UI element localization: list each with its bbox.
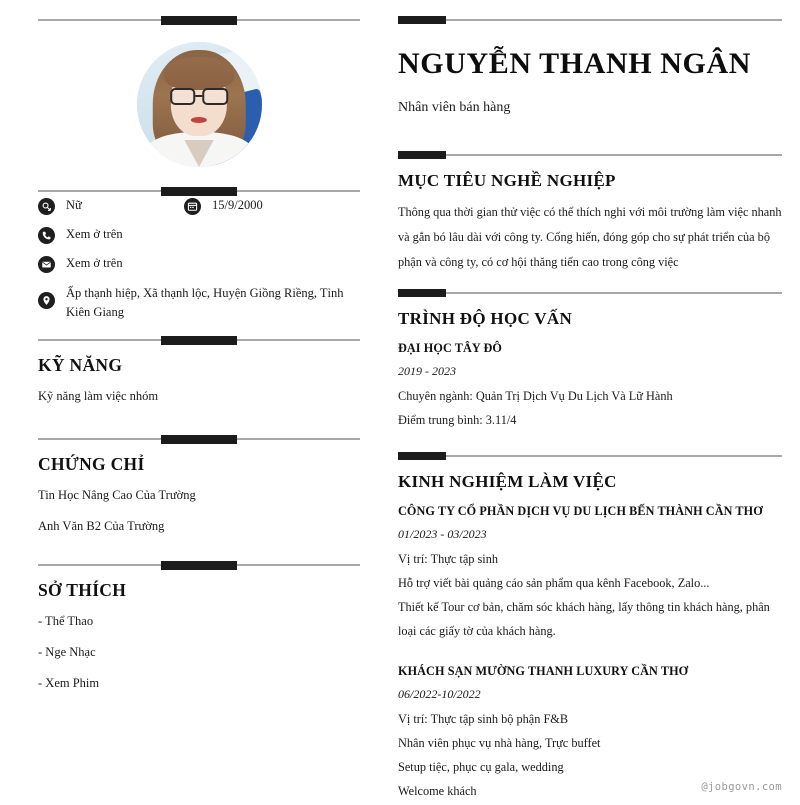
experience-entry [398, 501, 782, 643]
education-entry [398, 338, 782, 432]
photo-container [38, 42, 360, 167]
objective-text: Thông qua thời gian thử việc có thể thích nghi với môi trường làm việc nhanh và gắn bó lâu dài với công ty. Cống hiến, đóng góp cho sự phát triển của bộ phận và công ty, có cơ hội thăng tiến cao trong công việc [398, 205, 782, 269]
divider-rail [398, 154, 782, 156]
contact-info [38, 197, 360, 322]
glasses-lens-left [170, 88, 195, 104]
divider-block [161, 336, 237, 345]
experience-line: Setup tiệc, phục cụ gala, wedding [398, 760, 564, 774]
experience-line: Welcome khách [398, 784, 477, 798]
right-top-spacer [398, 0, 782, 18]
watermark: @jobgovn.com [701, 781, 782, 793]
contact-row-email [38, 255, 360, 273]
divider-rail [398, 292, 782, 294]
section-title-hobbies: SỞ THÍCH [38, 580, 127, 600]
gender-icon [38, 198, 55, 215]
divider-above-objective [398, 153, 782, 157]
hobby-item: - Nge Nhạc [38, 645, 96, 659]
glasses-bridge [196, 95, 203, 97]
dob-value: 15/9/2000 [212, 198, 263, 212]
experience-company: CÔNG TY CỔ PHẦN DỊCH VỤ DU LỊCH BẾN THÀNH CẦN THƠ [398, 504, 763, 518]
section-title-certificates: CHỨNG CHỈ [38, 454, 145, 474]
email-value: Xem ở trên [66, 256, 123, 270]
experience-line: Vị trí: Thực tập sinh bộ phận F&B [398, 712, 569, 726]
page-title: NGUYỄN THANH NGÂN [398, 47, 752, 80]
certificate-item: Tin Học Nâng Cao Của Trường [38, 488, 196, 502]
contact-gender [38, 197, 184, 215]
calendar-icon [184, 198, 201, 215]
location-pin-icon [38, 292, 55, 309]
divider-block [398, 151, 446, 159]
experience-line: Nhân viên phục vụ nhà hàng, Trực buffet [398, 736, 601, 750]
education-line: Điểm trung bình: 3.11/4 [398, 413, 517, 427]
divider-block [161, 435, 237, 444]
phone-icon [38, 227, 55, 244]
photo-glasses [170, 88, 228, 104]
divider-top-left [38, 18, 360, 22]
section-title-education: TRÌNH ĐỘ HỌC VẤN [398, 309, 573, 328]
envelope-icon [38, 256, 55, 273]
divider-above-education [398, 291, 782, 295]
contact-row-phone [38, 226, 360, 244]
contact-row-gender-dob [38, 197, 360, 215]
section-title-experience: KINH NGHIỆM LÀM VIỆC [398, 472, 617, 491]
contact-dob [184, 197, 263, 215]
gender-value: Nữ [66, 198, 82, 212]
job-role: Nhân viên bán hàng [398, 100, 511, 115]
experience-period: 01/2023 - 03/2023 [398, 527, 487, 541]
experience-line: Thiết kế Tour cơ bản, chăm sóc khách hàng, lấy thông tin khách hàng, phân loại các giấy tờ của khách hàng. [398, 600, 770, 638]
experience-period: 06/2022-10/2022 [398, 687, 481, 701]
divider-above-skills [38, 338, 360, 342]
photo-bangs [164, 57, 234, 90]
experience-line: Vị trí: Thực tập sinh [398, 552, 499, 566]
experience-line: Hỗ trợ viết bài quảng cáo sản phẩm qua kênh Facebook, Zalo... [398, 576, 710, 590]
divider-block [161, 187, 237, 196]
education-school: ĐẠI HỌC TÂY ĐÔ [398, 341, 502, 355]
divider-block [161, 561, 237, 570]
glasses-lens-right [202, 88, 227, 104]
contact-row-address [38, 284, 360, 322]
divider-rail [398, 19, 782, 21]
divider-block [398, 16, 446, 24]
divider-block [398, 452, 446, 460]
hobby-item: - Thể Thao [38, 614, 94, 628]
right-column [398, 0, 782, 805]
divider-block [161, 16, 237, 25]
section-title-objective: MỤC TIÊU NGHỀ NGHIỆP [398, 171, 616, 190]
certificate-item: Anh Văn B2 Của Trường [38, 519, 165, 533]
profile-photo [137, 42, 262, 167]
phone-value: Xem ở trên [66, 227, 123, 241]
hobby-item: - Xem Phim [38, 676, 100, 690]
experience-company: KHÁCH SẠN MƯỜNG THANH LUXURY CẦN THƠ [398, 664, 689, 678]
divider-top-right [398, 18, 782, 22]
left-column [38, 0, 360, 704]
divider-rail [398, 455, 782, 457]
divider-above-contact [38, 189, 360, 193]
divider-block [398, 289, 446, 297]
address-value: Ấp thạnh hiệp, Xã thạnh lộc, Huyện Giồng Riềng, Tỉnh Kiên Giang [66, 286, 344, 319]
education-line: Chuyên ngành: Quản Trị Dịch Vụ Du Lịch Và Lữ Hành [398, 389, 673, 403]
divider-above-certificates [38, 437, 360, 441]
section-title-skills: KỸ NĂNG [38, 355, 123, 375]
divider-above-experience [398, 454, 782, 458]
education-period: 2019 - 2023 [398, 364, 456, 378]
divider-above-hobbies [38, 563, 360, 567]
skill-item: Kỹ năng làm việc nhóm [38, 389, 159, 403]
